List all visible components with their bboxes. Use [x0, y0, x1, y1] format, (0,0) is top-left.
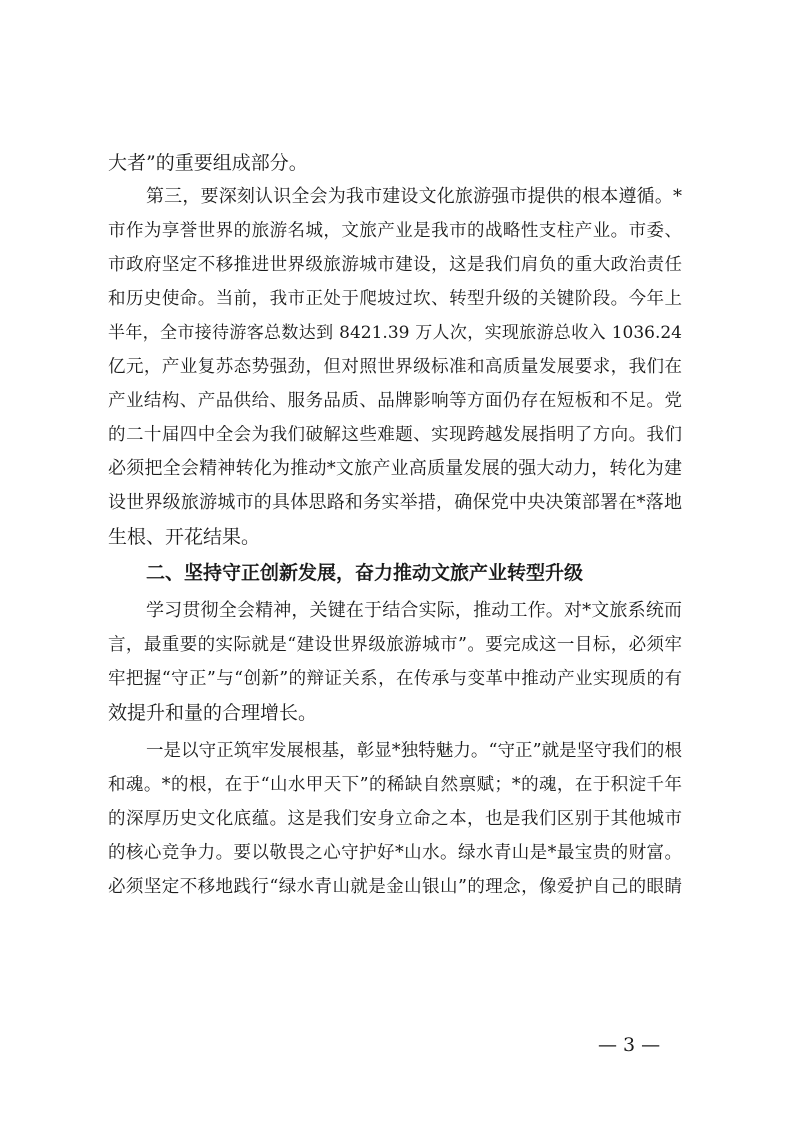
- document-body: [108, 146, 682, 904]
- text-line: 大者”的重要组成部分。: [108, 152, 308, 174]
- text-line: 和历史使命。当前，我市正处于爬坡过坎、转型升级的关键阶段。今年上: [108, 289, 682, 309]
- page-number: — 3 —: [598, 1034, 661, 1056]
- text-line: 和魂。*的根，在于“山水甲天下”的稀缺自然禀赋；*的魂，在于积淀千年: [108, 775, 682, 795]
- text-line: 的深厚历史文化底蕴。这是我们安身立命之本，也是我们区别于其他城市: [108, 809, 682, 829]
- text-line: 学习贯彻全会精神，关键在于结合实际，推动工作。对*文旅系统而: [146, 600, 682, 621]
- text-line: 市政府坚定不移推进世界级旅游城市建设，这是我们肩负的重大政治责任: [108, 255, 682, 275]
- text-line: 的核心竞争力。要以敬畏之心守护好*山水。绿水青山是*最宝贵的财富。: [108, 843, 682, 863]
- text-line: 市作为享誉世界的旅游名城，文旅产业是我市的战略性支柱产业。市委、: [108, 221, 682, 241]
- text-line: 第三，要深刻认识全会为我市建设文化旅游强市提供的根本遵循。*: [146, 186, 682, 207]
- text-line: 亿元，产业复苏态势强劲，但对照世界级标准和高质量发展要求，我们在: [108, 357, 682, 377]
- text-line: 半年，全市接待游客总数达到 8421.39 万人次，实现旅游总收入 1036.24: [108, 323, 682, 343]
- text-line: 一是以守正筑牢发展根基，彰显*独特魅力。“守正”就是坚守我们的根: [146, 741, 682, 761]
- paragraph-continuation: [108, 146, 682, 180]
- paragraph-point-one: [108, 734, 682, 904]
- text-line: 牢把握“守正”与“创新”的辩证关系，在传承与变革中推动产业实现质的有: [108, 669, 682, 689]
- paragraph-study: [108, 594, 682, 730]
- text-line: 的二十届四中全会为我们破解这些难题、实现跨越发展指明了方向。我们: [108, 425, 682, 445]
- text-line: 生根、开花结果。: [108, 526, 261, 548]
- text-line: 必须把全会精神转化为推动*文旅产业高质量发展的强大动力，转化为建: [108, 458, 682, 479]
- text-line: 言，最重要的实际就是“建设世界级旅游城市”。要完成这一目标，必须牢: [108, 635, 682, 655]
- paragraph-third-point: [108, 180, 682, 554]
- text-line: 产业结构、产品供给、服务品质、品牌影响等方面仍存在短板和不足。党: [108, 391, 682, 411]
- text-line: 设世界级旅游城市的具体思路和务实举措，确保党中央决策部署在*落地: [108, 492, 682, 513]
- section-heading: 二、坚持守正创新发展，奋力推动文旅产业转型升级: [146, 562, 584, 584]
- text-line: 必须坚定不移地践行“绿水青山就是金山银山”的理念，像爱护自己的眼睛: [108, 877, 682, 897]
- text-line: 效提升和量的合理增长。: [108, 702, 318, 724]
